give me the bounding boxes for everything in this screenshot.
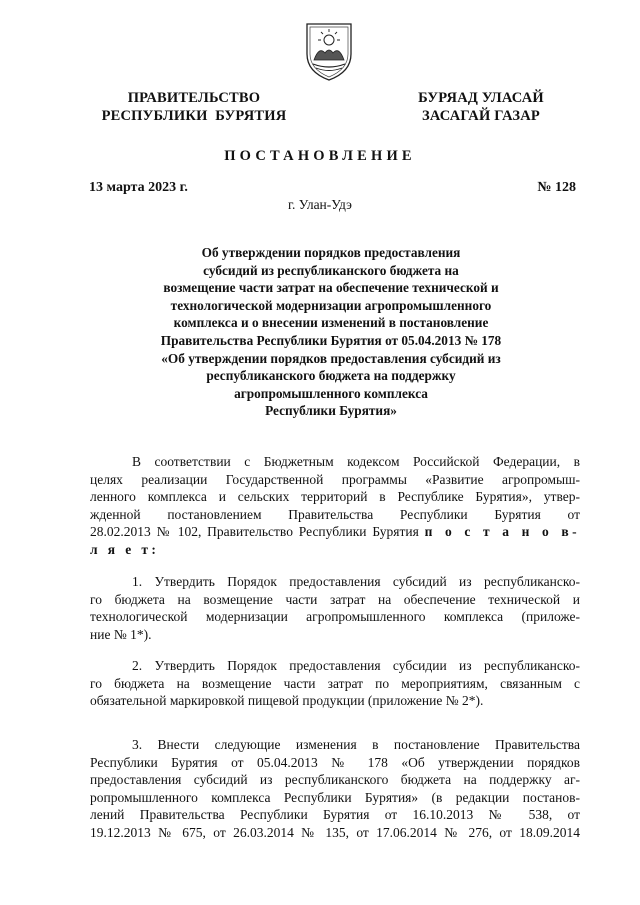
gov-name-line2: РЕСПУБЛИКИ БУРЯТИЯ <box>101 108 287 124</box>
paragraph-line: технологической модернизации агропромышленного комплекса (приложе- <box>90 609 580 625</box>
government-name-ru <box>88 89 300 125</box>
paragraph-line: го бюджета на возмещение части затрат по мероприятиям, связанным с <box>90 675 580 691</box>
paragraph-line: 19.12.2013 № 675, от 26.03.2014 № 135, от 17.06.2014 № 276, от 18.09.2014 <box>90 824 580 840</box>
paragraph-line: обязательной маркировкой пищевой продукции (приложение № 2*). <box>90 693 484 709</box>
item-3-paragraph <box>90 736 580 842</box>
document-city: г. Улан-Удэ <box>288 197 352 212</box>
title-line: «Об утверждении порядков предоставления субсидий из <box>161 350 501 366</box>
title-line: агропромышленного комплекса <box>234 385 428 401</box>
coat-of-arms-icon <box>303 20 355 82</box>
paragraph-line: лений Правительства Республики Бурятия от 16.10.2013 № 538, от <box>90 807 580 823</box>
paragraph-line: целях реализации Государственной программы «Развитие агропромыш- <box>90 471 580 487</box>
title-line: республиканского бюджета на поддержку <box>206 368 456 384</box>
title-line: Об утверждении порядков предоставления <box>201 245 461 260</box>
resolves-word-part2: л я е т: <box>90 541 160 557</box>
title-line: Правительства Республики Бурятия от 05.04.2013 № 178 <box>160 332 502 348</box>
paragraph-line <box>90 523 580 541</box>
government-name-bua <box>396 89 566 125</box>
paragraph-line: 3. Внести следующие изменения в постановление Правительства <box>132 737 580 752</box>
document-type: ПОСТАНОВЛЕНИЕ <box>224 148 416 164</box>
preamble-line-text: 28.02.2013 № 102, Правительство Республики Бурятия <box>90 524 419 540</box>
paragraph-line: ленного комплекса и сельских территорий в Республике Бурятия», утвер- <box>90 489 580 505</box>
paragraph-line: В соответствии с Бюджетным кодексом Российской Федерации, в <box>132 454 580 469</box>
paragraph-line: жденной постановлением Правительства Республики Бурятия от <box>90 506 580 522</box>
document-date: 13 марта 2023 г. <box>89 180 188 195</box>
title-line: возмещение части затрат на обеспечение технической и <box>163 280 499 296</box>
paragraph-line: 2. Утвердить Порядок предоставления субсидии из республиканско- <box>132 658 580 673</box>
title-line: Республики Бурятия» <box>265 403 397 419</box>
resolves-word-part1: п о с т а н о в- <box>424 524 580 540</box>
paragraph-line <box>90 541 580 559</box>
gov-name-line1: ПРАВИТЕЛЬСТВО <box>127 90 261 106</box>
preamble-paragraph <box>90 453 580 559</box>
document-title <box>118 244 544 420</box>
paragraph-line: 1. Утвердить Порядок предоставления субсидий из республиканско- <box>132 574 580 589</box>
gov-name-bua-line2: ЗАСАГАЙ ГАЗАР <box>422 108 540 124</box>
paragraph-line: Республики Бурятия от 05.04.2013 № 178 «Об утверждении порядков <box>90 754 580 770</box>
item-2-paragraph <box>90 657 580 710</box>
gov-name-bua-line1: БУРЯАД УЛАСАЙ <box>418 90 544 106</box>
title-line: технологической модернизации агропромышленного <box>170 297 492 313</box>
paragraph-line: предоставления субсидий из республиканского бюджета на поддержку аг- <box>90 772 580 788</box>
paragraph-line: ропромышленного комплекса Республики Бурятия» (в редакции постанов- <box>90 789 580 805</box>
title-line: субсидий из республиканского бюджета на <box>203 262 459 278</box>
paragraph-line: ние № 1*). <box>90 626 152 642</box>
item-1-paragraph <box>90 573 580 643</box>
document-number: № 128 <box>537 180 576 195</box>
paragraph-line: го бюджета на возмещение части затрат на обеспечение технической и <box>90 591 580 607</box>
title-line: комплекса и о внесении изменений в постановление <box>173 315 489 331</box>
